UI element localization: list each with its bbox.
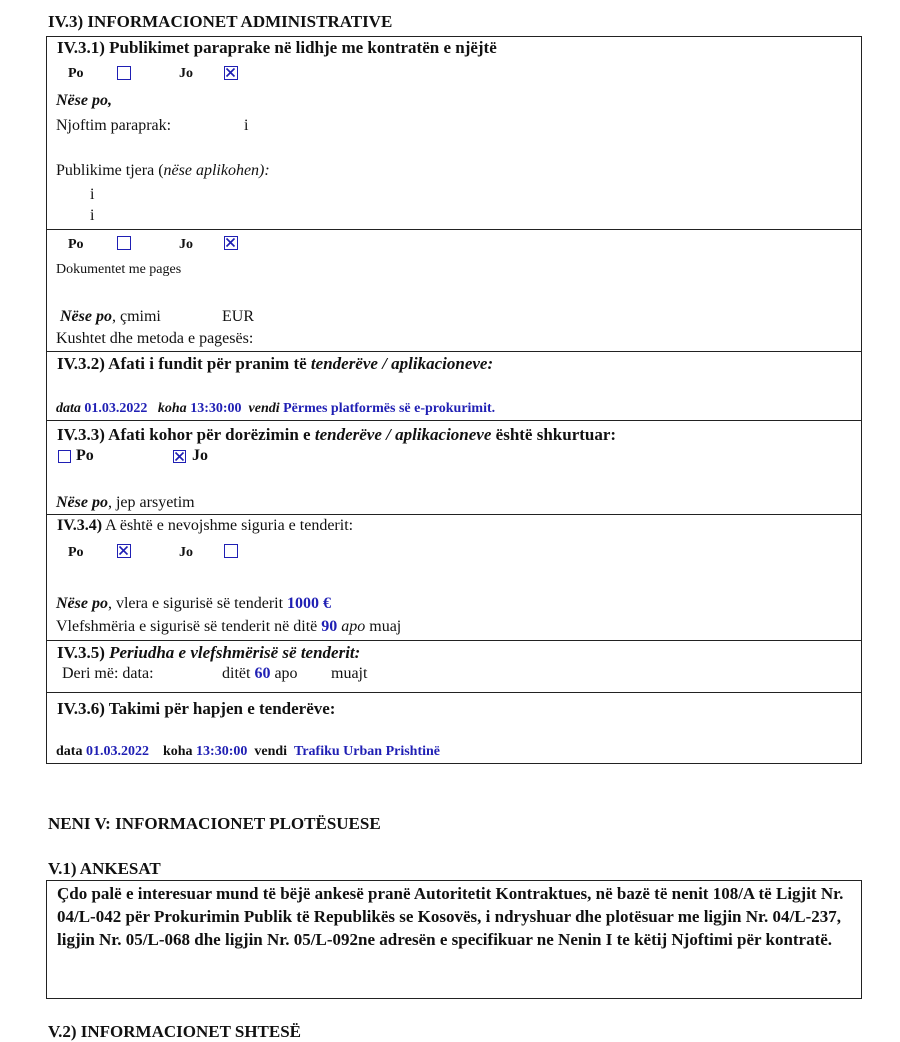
s1-njoftim-label: Njoftim paraprak: [56,117,172,134]
checked-x-icon [118,545,129,556]
s4-po-label: Po [68,545,84,560]
s3-title: IV.3.3) Afati kohor për dorëzimin e tenderëve / aplikacioneve është shkurtuar: [57,425,617,444]
s1b-jo-checkbox-checked[interactable] [224,236,238,250]
s6-title: IV.3.6) Takimi për hapjen e tenderëve: [57,699,336,718]
s4-jo-label: Jo [179,545,193,560]
s4-vlera-line: Nëse po, vlera e sigurisë së tenderit 1000 € [56,595,332,612]
s3-po-checkbox[interactable] [58,450,71,463]
s1-njoftim-value: i [244,117,249,134]
s5-muajt: muajt [331,665,368,682]
s1b-jo-label: Jo [179,237,193,252]
s1b-dokumentet: Dokumentet me pages [56,262,182,277]
s4-title: IV.3.4) A është e nevojshme siguria e tenderit: [57,517,354,534]
row-divider [46,351,862,352]
v1-title: V.1) ANKESAT [48,859,161,878]
s4-jo-checkbox[interactable] [224,544,238,558]
neni-v-title: NENI V: INFORMACIONET PLOTËSUESE [48,814,381,833]
s4-vlefsh-line: Vlefshmëria e sigurisë së tenderit në ditë 90 apo muaj [56,618,402,635]
row-divider [46,514,862,515]
s1-title: IV.3.1) Publikimet paraprake në lidhje me kontratën e njëjtë [57,38,497,57]
s2-title: IV.3.2) Afati i fundit për pranim të tenderëve / aplikacioneve: [57,354,494,373]
s2-datetime-line: data 01.03.2022 koha 13:30:00 vendi Përmes platformës së e-prokurimit. [56,401,496,416]
v2-title: V.2) INFORMACIONET SHTESË [48,1022,302,1041]
checked-x-icon [225,237,236,248]
s1-publikime-label: Publikime tjera (nëse aplikohen): [56,162,270,179]
row-divider [46,692,862,693]
s1-nese-po: Nëse po, [56,92,112,109]
ankesat-text: Çdo palë e interesuar mund të bëjë ankesë pranë Autoritetit Kontraktues, në bazë të nenit 108/A të Ligjit Nr. 04/L-042 për Prokurimin Publik të Republikës se Kosovës, i ndryshuar dhe plotësuar me ligjin Nr. 04/L-237, ligjin Nr. 05/L-068 dhe ligjin Nr. 05/L-092ne adresën e specifikuar ne Nenin I te këtij Njoftimi për kontratë. [57,884,844,949]
s1b-kushtet: Kushtet dhe metoda e pagesës: [56,330,254,347]
s1-jo-checkbox-checked[interactable] [224,66,238,80]
row-divider [46,229,862,230]
row-divider [46,420,862,421]
s1-publikime-value-2: i [90,207,95,224]
s1-jo-label: Jo [179,66,193,81]
s5-title: IV.3.5) Periudha e vlefshmërisë së tenderit: [57,643,361,662]
s5-deri: Deri më: data: [62,665,154,682]
s1-po-label: Po [68,66,84,81]
s5-ditet-line: ditët 60 apo [222,665,298,682]
s3-jo-label: Jo [192,447,208,464]
s3-po-label: Po [76,447,94,464]
checked-x-icon [225,67,236,78]
section-title: IV.3) INFORMACIONET ADMINISTRATIVE [48,12,393,31]
s3-jo-checkbox-checked[interactable] [173,450,186,463]
checked-x-icon [174,451,185,462]
s1b-po-label: Po [68,237,84,252]
s1b-eur: EUR [222,308,254,325]
s6-datetime-line: data 01.03.2022 koha 13:30:00 vendi Trafiku Urban Prishtinë [56,744,441,759]
s1b-cmimi-line: Nëse po, çmimi [60,308,161,325]
s1-po-checkbox[interactable] [117,66,131,80]
s1b-po-checkbox[interactable] [117,236,131,250]
s1-publikime-value-1: i [90,186,95,203]
s4-po-checkbox-checked[interactable] [117,544,131,558]
row-divider [46,640,862,641]
s3-arsyetim-line: Nëse po, jep arsyetim [56,494,195,511]
